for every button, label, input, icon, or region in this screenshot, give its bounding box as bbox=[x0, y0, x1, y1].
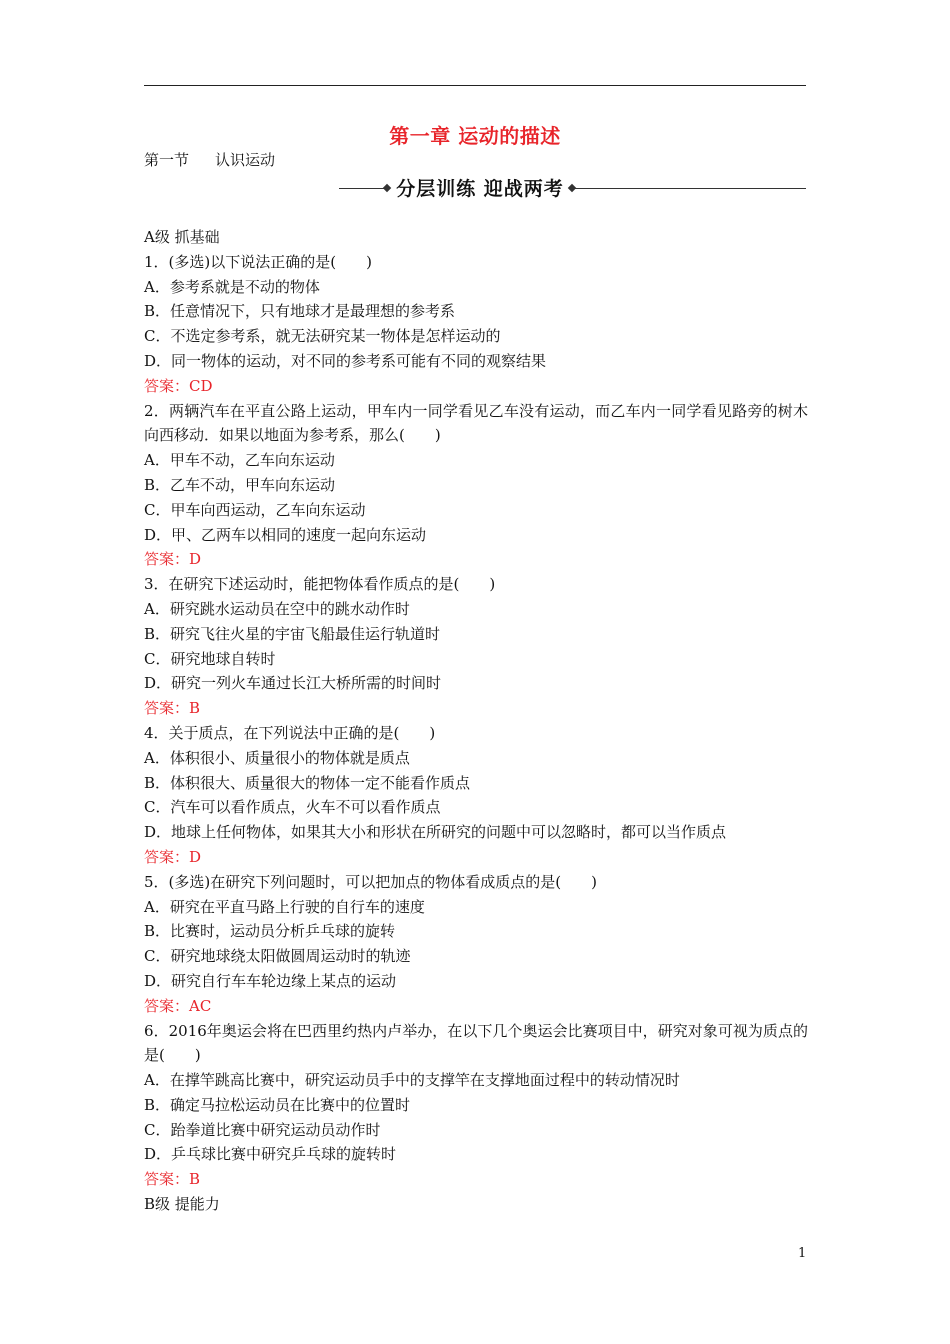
question-2-option-c: C．甲车向西运动，乙车向东运动 bbox=[144, 500, 366, 519]
banner bbox=[0, 174, 950, 202]
question-6-option-c: C．跆拳道比赛中研究运动员动作时 bbox=[144, 1120, 381, 1139]
question-4-option-c: C．汽车可以看作质点，火车不可以看作质点 bbox=[144, 798, 441, 817]
question-1-option-a: A．参考系就是不动的物体 bbox=[144, 277, 320, 296]
section-title: 认识运动 bbox=[215, 151, 276, 169]
level-a-heading: A级 抓基础 bbox=[144, 228, 220, 246]
question-4-option-a: A．体积很小、质量很小的物体就是质点 bbox=[144, 748, 410, 767]
header-rule bbox=[144, 85, 806, 86]
question-4-answer: 答案：D bbox=[144, 847, 202, 866]
banner-rule-left bbox=[339, 188, 387, 189]
question-2-stem: 2．两辆汽车在平直公路上运动，甲车内一同学看见乙车没有运动，而乙车内一同学看见路旁的树木向西移动．如果以地面为参考系，那么( ) bbox=[144, 401, 808, 445]
question-5-answer: 答案：AC bbox=[144, 996, 212, 1015]
question-1-option-c: C．不选定参考系，就无法研究某一物体是怎样运动的 bbox=[144, 327, 501, 346]
question-list bbox=[144, 225, 808, 1217]
question-4-stem: 4．关于质点，在下列说法中正确的是( ) bbox=[144, 723, 436, 742]
question-5-option-a: A．研究在平直马路上行驶的自行车的速度 bbox=[144, 897, 425, 916]
question-1-option-b: B．任意情况下，只有地球才是最理想的参考系 bbox=[144, 302, 456, 321]
question-2-option-b: B．乙车不动，甲车向东运动 bbox=[144, 475, 336, 494]
question-5-option-c: C．研究地球绕太阳做圆周运动时的轨迹 bbox=[144, 947, 411, 966]
question-2-option-a: A．甲车不动，乙车向东运动 bbox=[144, 451, 335, 470]
question-1-stem: 1．(多选)以下说法正确的是( ) bbox=[144, 252, 372, 271]
question-4-option-d: D．地球上任何物体，如果其大小和形状在所研究的问题中可以忽略时，都可以当作质点 bbox=[144, 823, 727, 842]
question-6-stem: 6．2016年奥运会将在巴西里约热内卢举办，在以下几个奥运会比赛项目中，研究对象可视为质点的是( ) bbox=[144, 1021, 808, 1065]
level-b-heading: B级 提能力 bbox=[144, 1195, 220, 1214]
question-6-option-d: D．乒乓球比赛中研究乒乓球的旋转时 bbox=[144, 1145, 397, 1164]
question-2-answer: 答案：D bbox=[144, 550, 202, 569]
question-6-option-a: A．在撑竿跳高比赛中，研究运动员手中的支撑竿在支撑地面过程中的转动情况时 bbox=[144, 1071, 680, 1090]
question-6-option-b: B．确定马拉松运动员在比赛中的位置时 bbox=[144, 1095, 411, 1114]
banner-rule-right bbox=[572, 188, 806, 189]
question-4-option-b: B．体积很大、质量很大的物体一定不能看作质点 bbox=[144, 773, 471, 792]
question-5-option-b: B．比赛时，运动员分析乒乓球的旋转 bbox=[144, 922, 396, 941]
question-3-option-b: B．研究飞往火星的宇宙飞船最佳运行轨道时 bbox=[144, 624, 441, 643]
question-2-option-d: D．甲、乙两车以相同的速度一起向东运动 bbox=[144, 525, 427, 544]
section-number: 第一节 bbox=[144, 151, 190, 169]
question-1-answer: 答案：CD bbox=[144, 376, 213, 395]
question-1-option-d: D．同一物体的运动，对不同的参考系可能有不同的观察结果 bbox=[144, 351, 547, 370]
question-3-answer: 答案：B bbox=[144, 699, 201, 718]
question-3-option-c: C．研究地球自转时 bbox=[144, 649, 276, 668]
question-3-option-d: D．研究一列火车通过长江大桥所需的时间时 bbox=[144, 674, 442, 693]
chapter-title: 第一章 运动的描述 bbox=[389, 124, 561, 148]
banner-text: 分层训练 迎战两考 bbox=[396, 178, 564, 200]
question-3-stem: 3．在研究下述运动时，能把物体看作质点的是( ) bbox=[144, 575, 496, 594]
page-number: 1 bbox=[798, 1246, 807, 1261]
question-5-stem: 5．(多选)在研究下列问题时，可以把加点的物体看成质点的是( ) bbox=[144, 872, 597, 891]
question-3-option-a: A．研究跳水运动员在空中的跳水动作时 bbox=[144, 599, 410, 618]
question-5-option-d: D．研究自行车车轮边缘上某点的运动 bbox=[144, 971, 397, 990]
question-6-answer: 答案：B bbox=[144, 1170, 201, 1189]
section-heading bbox=[144, 149, 275, 170]
